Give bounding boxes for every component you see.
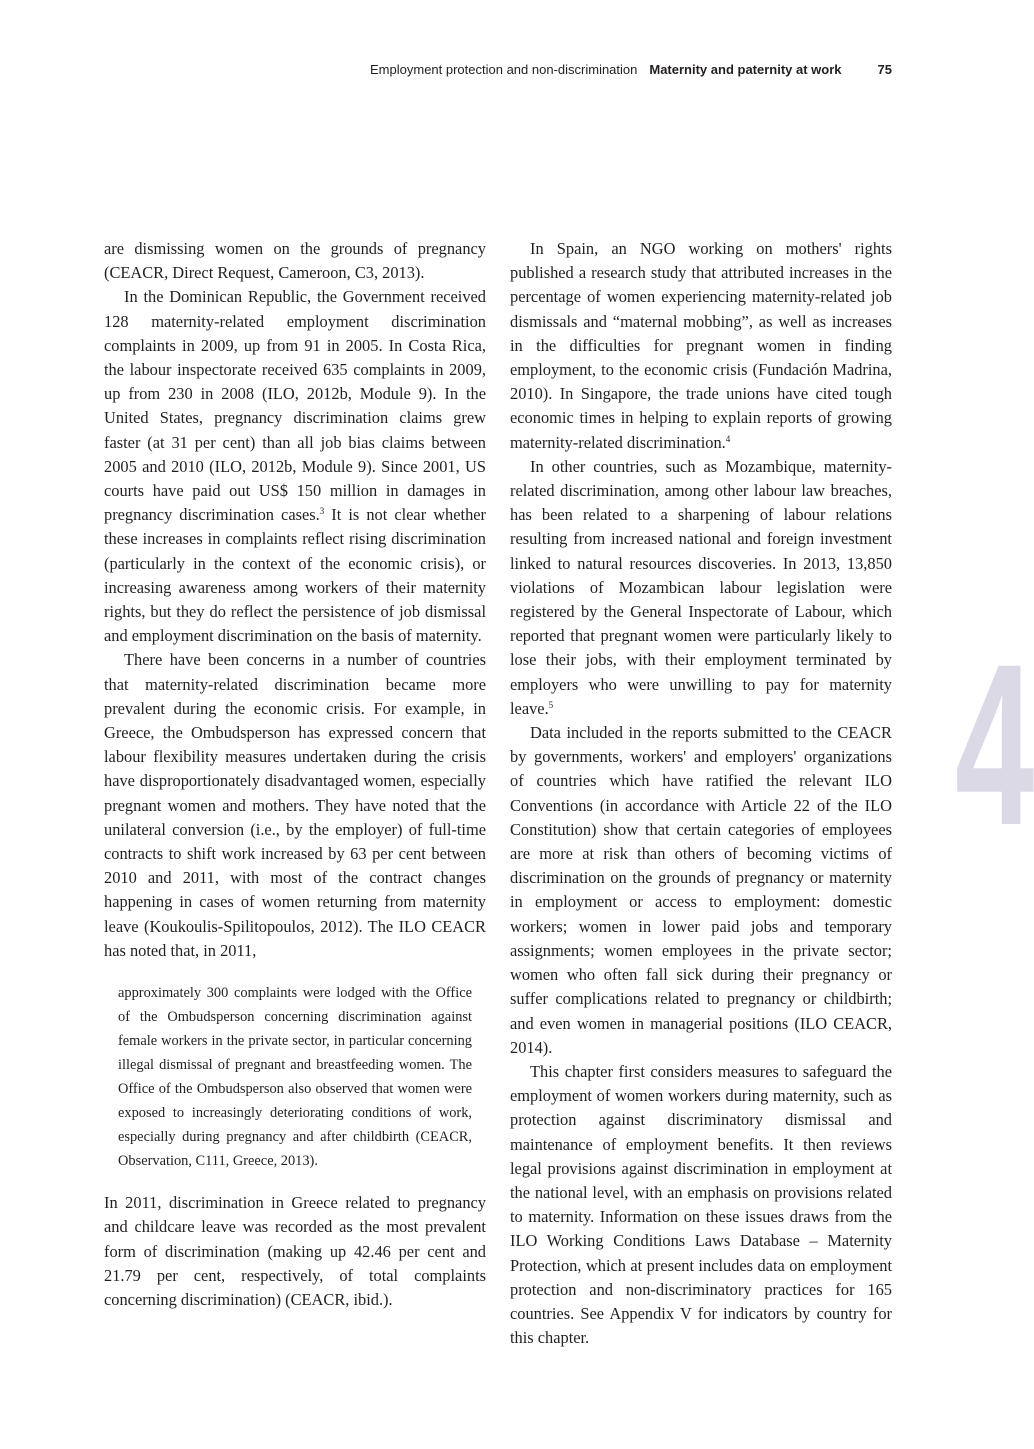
paragraph-text: It is not clear whether these increases in complaints reflect rising discrimination (particularly in the context of the economic crisis), or increasing awareness among workers of their maternity rights, but they do reflect the persistence of job dismissal and employment discrimination on the basis of maternity. xyxy=(104,505,486,646)
left-column xyxy=(104,237,486,1312)
paragraph: This chapter first considers measures to safeguard the employment of women workers during maternity, such as protection against discriminatory dismissal and maintenance of employment benefits. It then reviews legal provisions against discrimination in employment at the national level, with an emphasis on provisions related to maternity. Information on these issues draws from the ILO Working Conditions Laws Database – Maternity Protection, which at present includes data on employment protection and non-discriminatory practices for 165 countries. See Appendix V for indicators by country for this chapter. xyxy=(510,1061,892,1348)
paragraph: In 2011, discrimination in Greece related to pregnancy and childcare leave was recorded as the most prevalent form of discrimination (making up 42.46 per cent and 21.79 per cent, respectively, of total complaints concerning discrimination) (CEACR, ibid.). xyxy=(104,1193,486,1309)
paragraph xyxy=(510,455,892,721)
footnote-ref: 3 xyxy=(319,506,325,517)
footnote-ref: 5 xyxy=(548,699,554,710)
chapter-number-marker: 4 xyxy=(955,616,1034,873)
paragraph xyxy=(104,285,486,648)
header-chapter-title: Maternity and paternity at work xyxy=(649,62,842,77)
paragraph-text: In other countries, such as Mozambique, maternity-related discrimination, among other labour law breaches, has been related to a sharpening of labour relations resulting from increased national and foreign investment linked to natural resources discoveries. In 2013, 13,850 violations of Mozambican labour legislation were registered by the General Inspectorate of Labour, which reported that pregnant women were particularly likely to lose their jobs, with their employment terminated by employers who were unwilling to pay for maternity leave. xyxy=(510,456,892,718)
block-quote: approximately 300 complaints were lodged with the Office of the Ombudsperson concerning discrimination against female workers in the private sector, in particular concerning illegal dismissal of pregnant and breastfeeding women. The Office of the Ombudsperson also observed that women were exposed to increasingly deteriorating conditions of work, especially during pregnancy and after childbirth (CEACR, Observation, C111, Greece, 2013). xyxy=(118,985,472,1170)
page-number: 75 xyxy=(877,62,892,77)
paragraph-text: In the Dominican Republic, the Government received 128 maternity-related employment discrimination complaints in 2009, up from 91 in 2005. In Costa Rica, the labour inspectorate received 635 complaints in 2009, up from 230 in 2008 (ILO, 2012b, Module 9). In the United States, pregnancy discrimination claims grew faster (at 31 per cent) than all job bias claims between 2005 and 2010 (ILO, 2012b, Module 9). Since 2001, US courts have paid out US$ 150 million in damages in pregnancy discrimination cases. xyxy=(104,287,486,525)
right-column xyxy=(510,237,892,1350)
paragraph xyxy=(510,237,892,455)
header-section-title: Employment protection and non-discrimination xyxy=(370,62,638,77)
paragraph-text: In Spain, an NGO working on mothers' rights published a research study that attributed increases in the percentage of women experiencing maternity-related job dismissals and “maternal mobbing”, as well as increases in the difficulties for pregnant women in finding employment, to the economic crisis (Fundación Madrina, 2010). In Singapore, the trade unions have cited tough economic times in helping to explain reports of growing maternity-related discrimination. xyxy=(510,239,892,452)
paragraph: are dismissing women on the grounds of pregnancy (CEACR, Direct Request, Cameroon, C3, 2013). xyxy=(104,239,486,283)
footnote-ref: 4 xyxy=(725,433,731,444)
running-header xyxy=(0,61,892,79)
paragraph: Data included in the reports submitted to the CEACR by governments, workers' and employers' organizations of countries which have ratified the relevant ILO Conventions (in accordance with Article 22 of the ILO Constitution) show that certain categories of employees are more at risk than others of becoming victims of discrimination on the grounds of pregnancy or maternity in employment or access to employment: domestic workers; women in lower paid jobs and temporary assignments; women employees in the private sector; women who often fall sick during their pregnancy or suffer complications related to pregnancy or childbirth; and even women in managerial positions (ILO CEACR, 2014). xyxy=(510,723,892,1057)
paragraph: There have been concerns in a number of countries that maternity-related discrimination became more prevalent during the economic crisis. For example, in Greece, the Ombudsperson has expressed concern that labour flexibility measures undertaken during the crisis have disproportionately disadvantaged women, especially pregnant women and mothers. They have noted that the unilateral conversion (i.e., by the employer) of full-time contracts to shift work increased by 63 per cent between 2010 and 2011, with most of the contract changes happening in cases of women returning from maternity leave (Koukoulis-Spilitopoulos, 2012). The ILO CEACR has noted that, in 2011, xyxy=(104,650,486,960)
